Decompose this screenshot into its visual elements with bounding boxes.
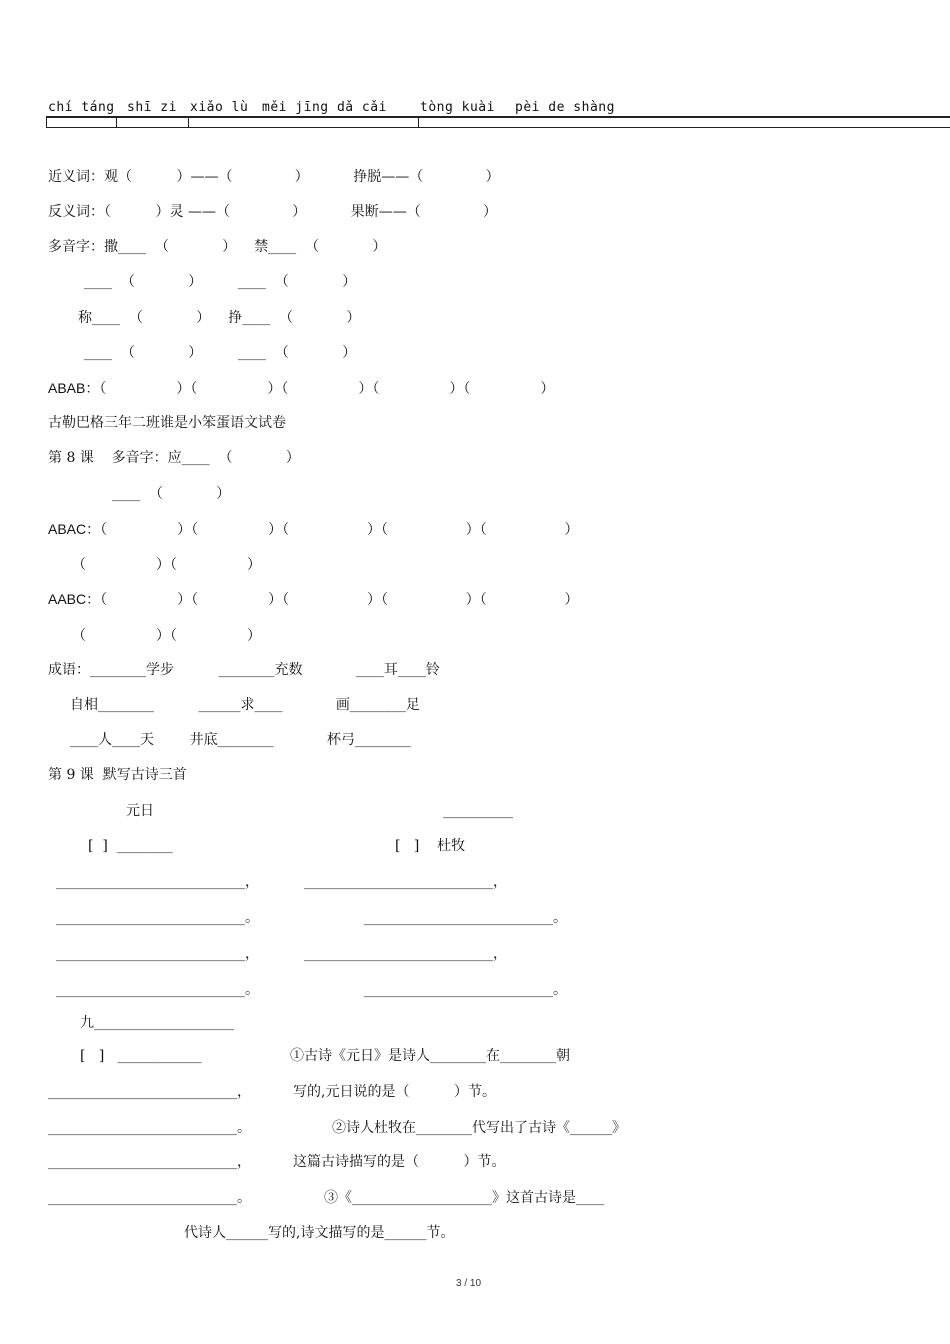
poem3-line-3: ___________________________，: [48, 1154, 251, 1170]
pinyin-5: tòng kuài: [420, 100, 495, 115]
polyphone-line-1: 多音字：撒____ （ ） 禁____ （ ）: [48, 239, 387, 255]
poem3-line-1: ___________________________，: [48, 1084, 251, 1100]
question-2-cont: 这篇古诗描写的是（ ）节。: [293, 1154, 506, 1170]
aabc-line-2: （ ）（ ）: [72, 627, 262, 643]
poem1-line-1: ___________________________，: [56, 874, 259, 890]
polyphone-line-4: ____ （ ） ____ （ ）: [84, 345, 357, 361]
exam-title: 古勒巴格三年二班谁是小笨蛋语文试卷: [48, 415, 286, 431]
lesson8-line-2: ____ （ ）: [112, 486, 231, 502]
poem1-line-3: ___________________________，: [56, 946, 259, 962]
poem2-line-4: ___________________________。: [364, 982, 567, 998]
pinyin-3: xiǎo lù: [190, 100, 249, 115]
question-3: ③《____________________》这首古诗是____: [324, 1190, 604, 1206]
question-1-cont: 写的,元日说的是（ ）节。: [293, 1084, 496, 1100]
polyphone-line-3: 称____ （ ） 挣____ （ ）: [78, 310, 361, 326]
poem-title-blank: __________: [443, 803, 513, 819]
pinyin-6: pèi de shàng: [515, 100, 615, 115]
synonyms-line: 近义词：观（ ）——（ ） 挣脱——（ ）: [48, 169, 500, 185]
poem1-line-4: ___________________________。: [56, 982, 259, 998]
idiom-line-1: 成语：________学步 ________充数 ____耳____铃: [48, 662, 440, 678]
poem-author-2: [ ] 杜牧: [395, 838, 466, 854]
poem3-line-2: ___________________________。: [48, 1120, 251, 1136]
idiom-line-2: 自相________ ______求____ 画________足: [70, 697, 420, 713]
question-1: ①古诗《元日》是诗人________在________朝: [290, 1048, 570, 1064]
idiom-line-3: ____人____天 井底________ 杯弓________: [70, 732, 412, 748]
poem-author-1: [ ] ________: [88, 838, 173, 854]
question-3-cont: 代诗人______写的,诗文描写的是______节。: [184, 1225, 455, 1241]
pinyin-4: měi jīng dǎ cǎi: [262, 100, 387, 115]
poem1-line-2: ___________________________。: [56, 910, 259, 926]
poem3-author: [ ] ____________: [80, 1048, 202, 1064]
pinyin-1: chí táng: [48, 100, 115, 115]
lesson8-line: 第 8 课 多音字：应____ （ ）: [48, 450, 300, 466]
abac-line-2: （ ）（ ）: [72, 556, 262, 572]
poem-title-yuanri: 元日: [126, 803, 154, 819]
page-number: 3 / 10: [456, 1278, 482, 1289]
poem3-line-4: ___________________________。: [48, 1190, 251, 1206]
polyphone-line-2: ____ （ ） ____ （ ）: [84, 274, 357, 290]
lesson9-title: 第 9 课 默写古诗三首: [48, 767, 187, 783]
aabc-line: AABC：（ ）（ ）（ ）（ ）（ ）: [48, 591, 579, 607]
poem2-line-3: ___________________________，: [304, 946, 507, 962]
antonyms-line: 反义词：（ ）灵 ——（ ） 果断——（ ）: [48, 204, 498, 220]
pinyin-2: shī zi: [127, 100, 177, 115]
abac-line: ABAC：（ ）（ ）（ ）（ ）（ ）: [48, 521, 579, 537]
question-2: ②诗人杜牧在________代写出了古诗《______》: [332, 1120, 626, 1136]
poem2-line-1: ___________________________，: [304, 874, 507, 890]
poem2-line-2: ___________________________。: [364, 910, 567, 926]
abab-line: ABAB：（ ）（ ）（ ）（ ）（ ）: [48, 380, 555, 396]
poem3-title: 九____________________: [80, 1015, 234, 1031]
